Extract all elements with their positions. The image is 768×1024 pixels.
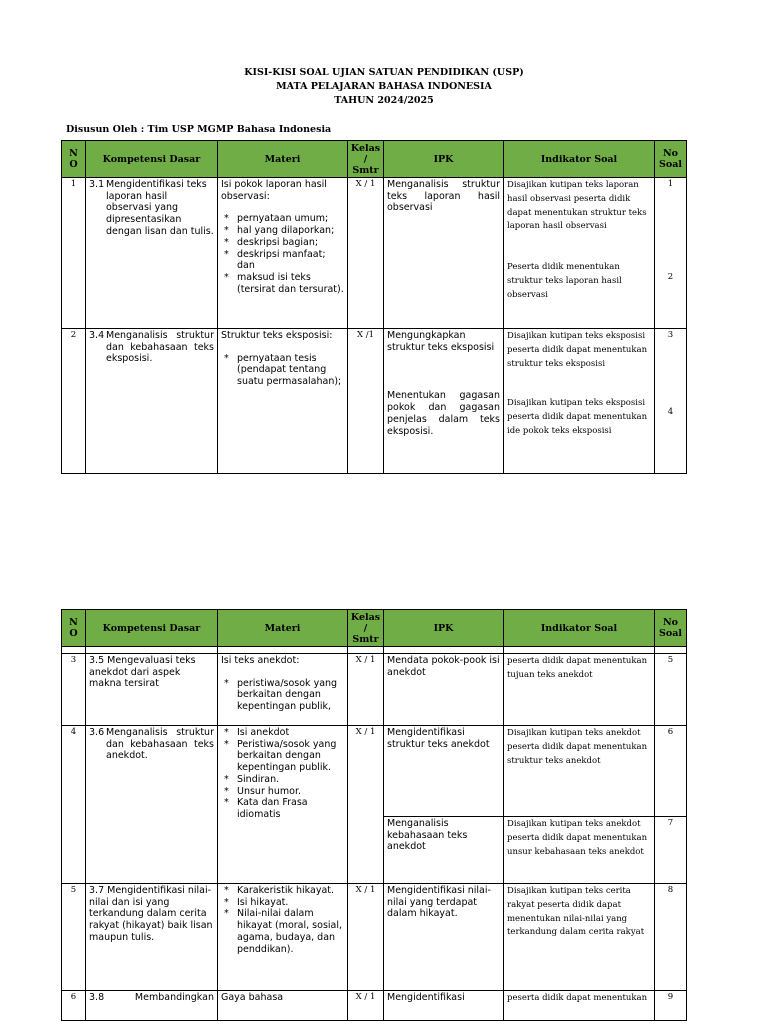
row-number: 6 bbox=[62, 991, 86, 1021]
materi-bullet: * Nilai-nilai dalam hikayat (moral, sosial, agama, budaya, dan penddikan). bbox=[221, 908, 344, 955]
kd-number: 3.5 bbox=[89, 655, 105, 666]
no-soal-cell bbox=[655, 178, 687, 329]
materi-bullet: * Peristiwa/sosok yang berkaitan dengan kepentingan publik. bbox=[221, 739, 344, 774]
indikator-cell: peserta didik dapat menentukan tujuan teks anekdot bbox=[504, 654, 655, 726]
header-no: N O bbox=[62, 141, 86, 178]
ipk-cell: Mengidentifikasi nilai-nilai yang terdapat dalam hikayat. bbox=[384, 884, 504, 991]
kd-number: 3.1 bbox=[89, 179, 105, 190]
header-kompetensi-dasar: Kompetensi Dasar bbox=[86, 141, 218, 178]
indikator-cell bbox=[504, 178, 655, 329]
table-header-row bbox=[62, 141, 687, 178]
kd-number: 3.8 bbox=[89, 992, 105, 1003]
kd-text: Menganalisis struktur dan kebahasaan teks eksposisi. bbox=[106, 330, 214, 365]
no-soal-cell: 8 bbox=[655, 884, 687, 991]
materi-cell bbox=[218, 726, 348, 884]
header-indikator-soal: Indikator Soal bbox=[504, 610, 655, 647]
indikator-cell: Disajikan kutipan teks anekdot peserta didik dapat menentukan unsur kebahasaan teks anekdot bbox=[504, 817, 655, 884]
no-soal: 2 bbox=[667, 272, 674, 282]
materi-bullet: * pernyataan tesis (pendapat tentang suatu permasalahan); bbox=[221, 353, 344, 388]
indikator-text: Disajikan kutipan teks laporan hasil observasi peserta didik dapat menentukan struktur teks laporan hasil observasi bbox=[507, 180, 647, 232]
indikator-cell: Disajikan kutipan teks cerita rakyat peserta didik dapat menentukan nilai-nilai yang terkandung dalam cerita rakyat bbox=[504, 884, 655, 991]
materi-cell bbox=[218, 329, 348, 474]
table-header-row bbox=[62, 610, 687, 647]
doc-title-line-1: KISI-KISI SOAL UJIAN SATUAN PENDIDIKAN (USP) bbox=[244, 67, 524, 78]
ipk-cell bbox=[384, 329, 504, 474]
no-soal-cell: 5 bbox=[655, 654, 687, 726]
row-number: 2 bbox=[62, 329, 86, 474]
materi-bullet: * Isi hikayat. bbox=[221, 897, 344, 909]
ipk-cell: Mengidentifikasi bbox=[384, 991, 504, 1021]
materi-intro: Struktur teks eksposisi: bbox=[221, 330, 333, 341]
materi-cell: Gaya bahasa bbox=[218, 991, 348, 1021]
header-materi: Materi bbox=[218, 141, 348, 178]
materi-bullet: * maksud isi teks (tersirat dan tersurat). bbox=[221, 272, 344, 295]
header-ipk: IPK bbox=[384, 141, 504, 178]
kompetensi-dasar-cell bbox=[86, 654, 218, 726]
header-materi: Materi bbox=[218, 610, 348, 647]
materi-bullet: * deskripsi bagian; bbox=[221, 237, 344, 249]
kompetensi-dasar-cell bbox=[86, 991, 218, 1021]
materi-intro: Isi pokok laporan hasil observasi: bbox=[221, 179, 327, 202]
kompetensi-dasar-cell bbox=[86, 726, 218, 884]
indikator-cell: Disajikan kutipan teks anekdot peserta didik dapat menentukan struktur teks anekdot bbox=[504, 726, 655, 817]
indikator-text: Disajikan kutipan teks eksposisi peserta didik dapat menentukan struktur teks eksposisi bbox=[507, 331, 648, 369]
ipk-text: Menentukan gagasan pokok dan gagasan penjelas dalam teks eksposisi. bbox=[387, 390, 500, 437]
materi-bullet: * hal yang dilaporkan; bbox=[221, 225, 344, 237]
indikator-text: Peserta didik menentukan struktur teks laporan hasil observasi bbox=[507, 262, 622, 300]
no-soal: 1 bbox=[667, 179, 674, 189]
materi-bullet: * Karakeristik hikayat. bbox=[221, 885, 344, 897]
ipk-cell: Mengidentifikasi struktur teks anekdot bbox=[384, 726, 504, 817]
kd-text: Mengidentifikasi nilai-nilai dan isi yang terkandung dalam cerita rakyat (hikayat) baik lisan maupun tulis. bbox=[89, 885, 213, 943]
kd-text: Mengidentifikasi teks laporan hasil observasi yang dipresentasikan dengan lisan dan tulis. bbox=[106, 179, 214, 237]
kd-number: 3.4 bbox=[89, 330, 105, 341]
author-line: Disusun Oleh : Tim USP MGMP Bahasa Indonesia bbox=[66, 124, 332, 135]
kelas-cell: X / 1 bbox=[348, 178, 384, 329]
kd-text: Mengevaluasi teks anekdot dari aspek makna tersirat bbox=[89, 655, 196, 690]
kompetensi-dasar-cell bbox=[86, 329, 218, 474]
kelas-cell: X / 1 bbox=[348, 991, 384, 1021]
materi-cell bbox=[218, 178, 348, 329]
kelas-cell: X / 1 bbox=[348, 726, 384, 884]
kelas-cell: X /1 bbox=[348, 329, 384, 474]
no-soal: 3 bbox=[667, 330, 674, 340]
doc-title-line-2: MATA PELAJARAN BAHASA INDONESIA bbox=[276, 81, 492, 92]
kelas-cell: X / 1 bbox=[348, 884, 384, 991]
indikator-cell: peserta didik dapat menentukan bbox=[504, 991, 655, 1021]
materi-cell bbox=[218, 654, 348, 726]
header-no-soal: No Soal bbox=[655, 141, 687, 178]
header-no: N O bbox=[62, 610, 86, 647]
no-soal: 4 bbox=[667, 407, 674, 417]
materi-bullet: * pernyataan umum; bbox=[221, 213, 344, 225]
kompetensi-dasar-cell bbox=[86, 884, 218, 991]
table-row bbox=[62, 991, 687, 1021]
ipk-cell: Menganalisis struktur teks laporan hasil observasi bbox=[384, 178, 504, 329]
ipk-cell: Menganalisis kebahasaan teks anekdot bbox=[384, 817, 504, 884]
header-kelas: Kelas / Smtr bbox=[348, 141, 384, 178]
row-number: 3 bbox=[62, 654, 86, 726]
ipk-cell: Mendata pokok-pook isi anekdot bbox=[384, 654, 504, 726]
materi-bullet: * peristiwa/sosok yang berkaitan dengan kepentingan publik, bbox=[221, 678, 344, 713]
indikator-cell bbox=[504, 329, 655, 474]
indikator-text: Disajikan kutipan teks eksposisi peserta didik dapat menentukan ide pokok teks eksposisi bbox=[507, 398, 648, 436]
kompetensi-dasar-cell bbox=[86, 178, 218, 329]
materi-bullet: * Kata dan Frasa idiomatis bbox=[221, 797, 344, 820]
materi-bullet: * deskripsi manfaat; dan bbox=[221, 249, 344, 272]
materi-bullet: * Sindiran. bbox=[221, 774, 344, 786]
kd-text: Membandingkan bbox=[134, 992, 214, 1003]
header-no-soal: No Soal bbox=[655, 610, 687, 647]
header-indikator-soal: Indikator Soal bbox=[504, 141, 655, 178]
materi-cell bbox=[218, 884, 348, 991]
header-kelas: Kelas / Smtr bbox=[348, 610, 384, 647]
table-row bbox=[62, 329, 687, 474]
row-number: 5 bbox=[62, 884, 86, 991]
kd-number: 3.6 bbox=[89, 727, 105, 738]
spacer-row bbox=[62, 647, 687, 654]
kisi-kisi-table-1 bbox=[61, 140, 687, 474]
table-row bbox=[62, 726, 687, 817]
table-row bbox=[62, 178, 687, 329]
table-row bbox=[62, 884, 687, 991]
kd-text: Menganalisis struktur dan kebahasaan teks anekdot. bbox=[106, 727, 214, 762]
ipk-text: Mengungkapkan struktur teks eksposisi bbox=[387, 330, 495, 353]
kelas-cell: X / 1 bbox=[348, 654, 384, 726]
no-soal-cell bbox=[655, 329, 687, 474]
header-ipk: IPK bbox=[384, 610, 504, 647]
doc-title-line-3: TAHUN 2024/2025 bbox=[334, 95, 434, 106]
kisi-kisi-table-2 bbox=[61, 609, 687, 1021]
materi-bullet: * Isi anekdot bbox=[221, 727, 344, 739]
table-row bbox=[62, 654, 687, 726]
kd-number: 3.7 bbox=[89, 885, 105, 896]
no-soal-cell: 6 bbox=[655, 726, 687, 817]
materi-intro: Isi teks anekdot: bbox=[221, 655, 300, 666]
no-soal-cell: 9 bbox=[655, 991, 687, 1021]
row-number: 1 bbox=[62, 178, 86, 329]
header-kompetensi-dasar: Kompetensi Dasar bbox=[86, 610, 218, 647]
row-number: 4 bbox=[62, 726, 86, 884]
no-soal-cell: 7 bbox=[655, 817, 687, 884]
materi-bullet: * Unsur humor. bbox=[221, 786, 344, 798]
